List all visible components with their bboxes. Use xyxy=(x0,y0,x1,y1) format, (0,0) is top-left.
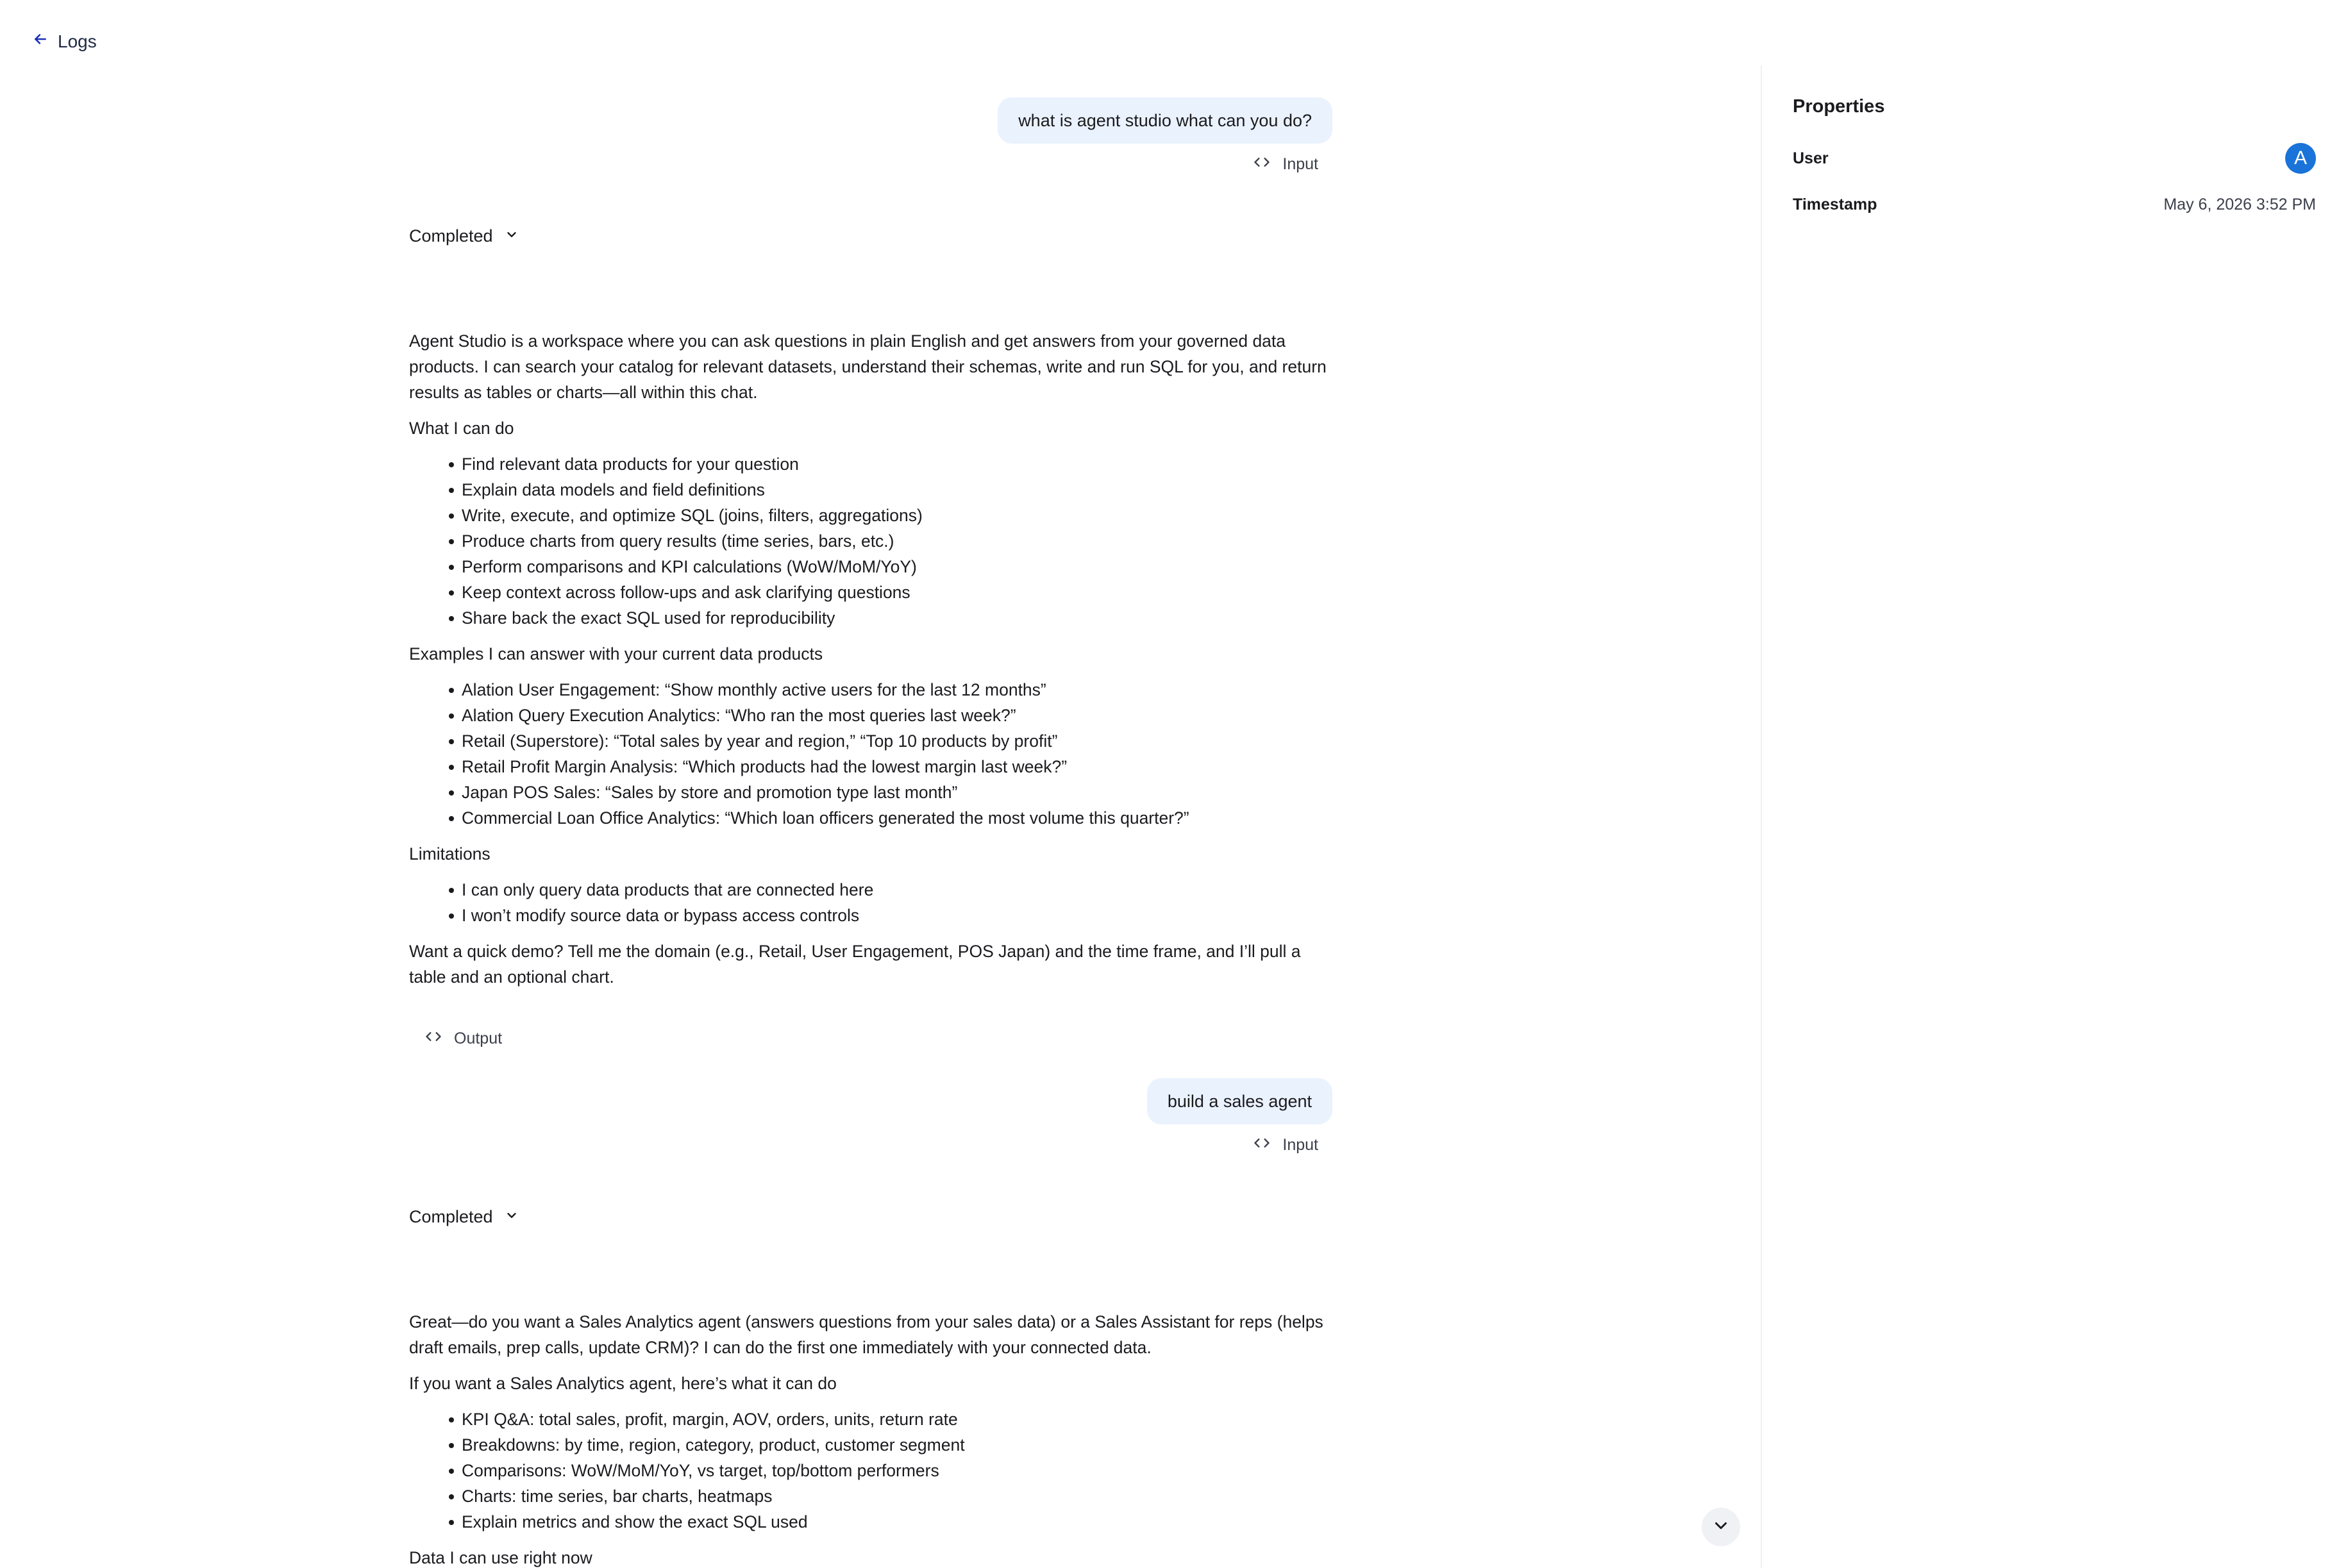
answer-intro: Great—do you want a Sales Analytics agent (answers questions from your sales data) or a Sales Assistant for reps (helps draft emails, prep calls, update CRM)? I can do the first one immediately with your connected data. xyxy=(409,1312,1323,1357)
status-toggle[interactable] xyxy=(409,223,1332,249)
property-row-user xyxy=(1793,135,2316,181)
status-row xyxy=(409,223,1332,249)
view-input-button[interactable] xyxy=(1253,1132,1318,1158)
answer-outro: Want a quick demo? Tell me the domain (e.g., Retail, User Engagement, POS Japan) and the time frame, and I’ll pull a table and an optional chart. xyxy=(409,942,1301,987)
chevron-down-icon xyxy=(505,1207,519,1227)
list-item: Share back the exact SQL used for reproducibility xyxy=(462,605,1332,631)
list-item: KPI Q&A: total sales, profit, margin, AOV, orders, units, return rate xyxy=(462,1406,1332,1432)
input-toggle-row xyxy=(409,151,1332,177)
property-key-user: User xyxy=(1793,149,1829,167)
status-label: Completed xyxy=(409,1206,493,1226)
avatar[interactable] xyxy=(2285,143,2316,174)
list-item: Produce charts from query results (time series, bars, etc.) xyxy=(462,528,1332,554)
list-item: Find relevant data products for your question xyxy=(462,451,1332,477)
status-row xyxy=(409,1204,1332,1230)
list-item: I won’t modify source data or bypass access controls xyxy=(462,903,1332,928)
answer-section-title: What I can do xyxy=(409,419,514,438)
status-toggle[interactable] xyxy=(409,1204,1332,1230)
chevron-down-icon xyxy=(1711,1516,1731,1539)
view-output-button[interactable] xyxy=(424,1026,502,1051)
answer-list xyxy=(409,677,1332,831)
list-item: Alation User Engagement: “Show monthly active users for the last 12 months” xyxy=(462,677,1332,703)
list-item: Keep context across follow-ups and ask clarifying questions xyxy=(462,580,1332,605)
code-icon xyxy=(1253,153,1271,176)
answer-section-title: Examples I can answer with your current data products xyxy=(409,644,823,663)
user-message-bubble: what is agent studio what can you do? xyxy=(998,97,1332,144)
property-row-timestamp xyxy=(1793,181,2316,228)
input-label: Input xyxy=(1282,1135,1318,1154)
chevron-down-icon xyxy=(505,226,519,246)
back-to-logs-link[interactable] xyxy=(32,31,97,52)
list-item: Explain data models and field definitions xyxy=(462,477,1332,503)
answer-section-title: Data I can use right now xyxy=(409,1548,592,1567)
property-key-timestamp: Timestamp xyxy=(1793,195,1877,213)
user-message-row xyxy=(409,97,1332,144)
list-item: Retail (Superstore): “Total sales by year and region,” “Top 10 products by profit” xyxy=(462,728,1332,754)
list-item: Japan POS Sales: “Sales by store and promotion type last month” xyxy=(462,780,1332,805)
answer-intro: Agent Studio is a workspace where you can ask questions in plain English and get answers from your governed data products. I can search your catalog for relevant datasets, understand their schemas, write and run SQL for you, and return results as tables or charts—all within this chat. xyxy=(409,331,1327,402)
panel-divider xyxy=(1761,65,1762,1568)
assistant-answer xyxy=(409,328,1332,990)
list-item: I can only query data products that are connected here xyxy=(462,877,1332,903)
list-item: Perform comparisons and KPI calculations (WoW/MoM/YoY) xyxy=(462,554,1332,580)
list-item: Breakdowns: by time, region, category, product, customer segment xyxy=(462,1432,1332,1458)
back-link-label: Logs xyxy=(58,31,97,51)
property-value-timestamp: May 6, 2026 3:52 PM xyxy=(2163,195,2316,213)
input-toggle-row xyxy=(409,1132,1332,1158)
properties-title: Properties xyxy=(1793,96,1885,117)
user-message-row xyxy=(409,1078,1332,1124)
list-item: Comparisons: WoW/MoM/YoY, vs target, top/bottom performers xyxy=(462,1458,1332,1483)
answer-section-title: Limitations xyxy=(409,844,491,863)
answer-list xyxy=(409,1406,1332,1535)
status-label: Completed xyxy=(409,226,493,246)
conversation-column xyxy=(409,65,1332,1568)
code-icon xyxy=(1253,1134,1271,1156)
conversation-panel[interactable] xyxy=(0,65,1763,1568)
arrow-left-icon xyxy=(32,31,49,52)
list-item: Charts: time series, bar charts, heatmaps xyxy=(462,1483,1332,1509)
answer-section-title: If you want a Sales Analytics agent, here’s what it can do xyxy=(409,1374,837,1393)
scroll-to-bottom-button[interactable] xyxy=(1702,1508,1740,1546)
list-item: Write, execute, and optimize SQL (joins, filters, aggregations) xyxy=(462,503,1332,528)
answer-list xyxy=(409,451,1332,631)
list-item: Retail Profit Margin Analysis: “Which products had the lowest margin last week?” xyxy=(462,754,1332,780)
user-message-bubble: build a sales agent xyxy=(1147,1078,1332,1124)
input-label: Input xyxy=(1282,154,1318,173)
list-item: Alation Query Execution Analytics: “Who ran the most queries last week?” xyxy=(462,703,1332,728)
assistant-answer xyxy=(409,1309,1332,1568)
list-item: Commercial Loan Office Analytics: “Which loan officers generated the most volume this quarter?” xyxy=(462,805,1332,831)
properties-panel xyxy=(1793,96,2316,228)
avatar-initial: A xyxy=(2293,147,2307,169)
output-label: Output xyxy=(454,1029,503,1047)
answer-list xyxy=(409,877,1332,928)
code-icon xyxy=(424,1028,442,1050)
view-input-button[interactable] xyxy=(1253,151,1318,177)
output-toggle-row xyxy=(409,1026,1332,1051)
list-item: Explain metrics and show the exact SQL used xyxy=(462,1509,1332,1535)
